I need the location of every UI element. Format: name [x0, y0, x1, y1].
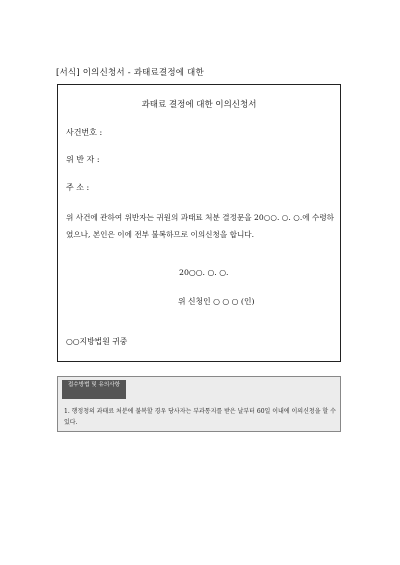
applicant-signature: 위 신청인 ○ ○ ○ (인): [178, 297, 255, 306]
violator-field: 위 반 자 :: [66, 155, 100, 164]
case-number-field: 사건번호 :: [66, 128, 103, 137]
address-field: 주 소 :: [66, 183, 90, 192]
notice-text: 1. 행정청의 과태료 처분에 불복할 경우 당사자는 부과통지를 받은 날부터 60일 이내에 이의신청을 할 수 있다.: [64, 408, 336, 426]
application-document: [57, 84, 341, 362]
document-body: 위 사건에 관하여 위반자는 귀원의 과태료 처분 결정문을 20○○. ○. ○.에 수령하였으나, 본인은 이에 전부 불복하므로 이의신청을 합니다.: [66, 213, 335, 239]
document-date: 20○○. ○. ○.: [179, 268, 229, 277]
court-addressee: ○○지방법원 귀중: [66, 337, 128, 346]
form-title: [서식] 이의신청서 - 과태료결정에 대한: [56, 68, 204, 78]
document-heading: 과태료 결정에 대한 이의신청서: [141, 100, 257, 110]
notice-box: [57, 376, 341, 432]
notice-tag: 접수방법 및 유의사항: [62, 380, 126, 399]
